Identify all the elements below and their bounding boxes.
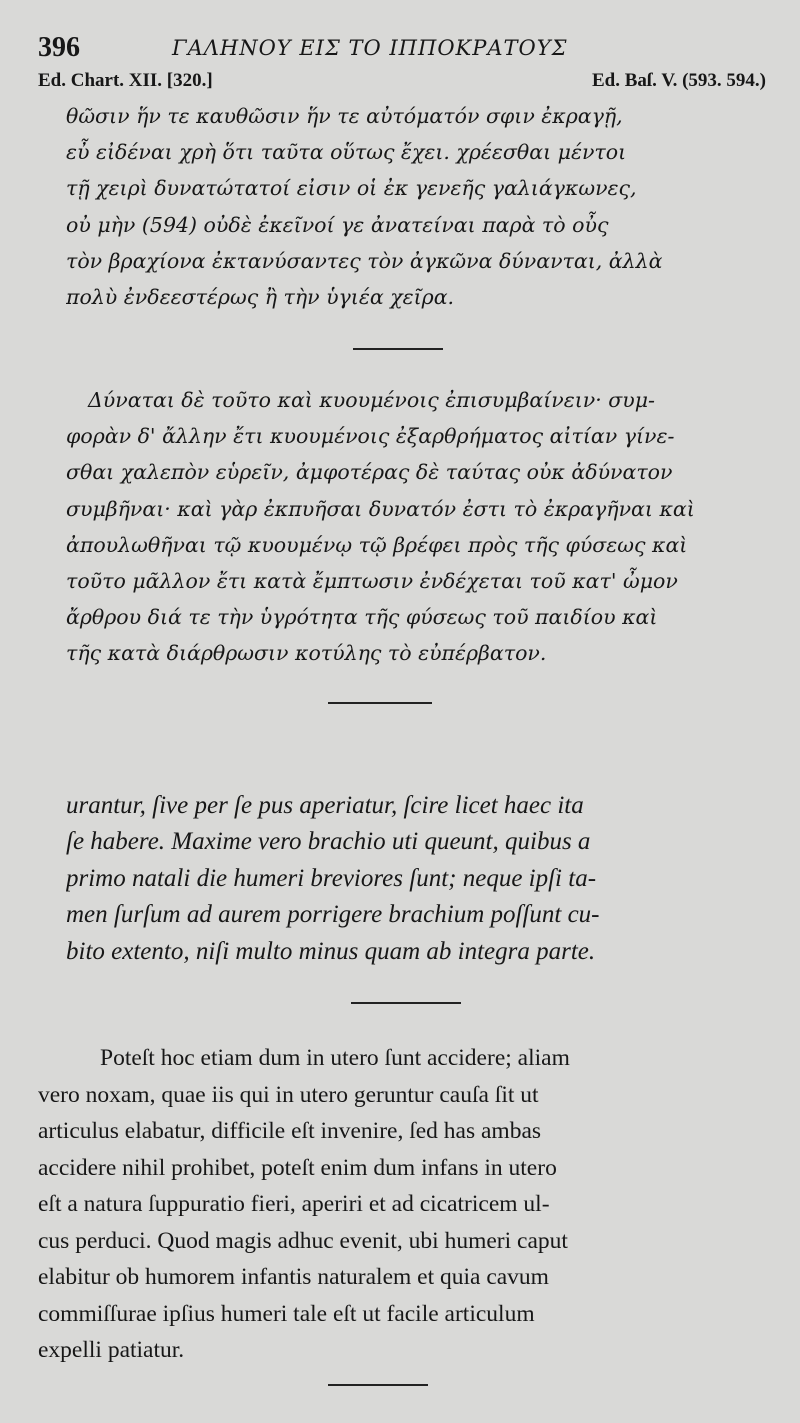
text-line: elabitur ob humorem infantis naturalem et quia cavum [38, 1264, 549, 1290]
text-line: eſt a natura ſuppuratio fieri, aperiri et ad cicatricem ul- [38, 1191, 550, 1217]
text-line: τοῦτο μᾶλλον ἔτι κατὰ ἔμπτωσιν ἐνδέχεται τοῦ κατ' ὦμον [66, 569, 678, 594]
text-line: πολὺ ἐνδεεστέρως ἢ τὴν ὑγιέα χεῖρα. [66, 285, 455, 310]
section-divider [351, 1002, 461, 1004]
text-line: primo natali die humeri breviores ſunt; neque ipſi ta- [66, 864, 597, 892]
text-line: ἄρθρου διά τε τὴν ὑγρότητα τῆς φύσεως τοῦ παιδίου καὶ [66, 605, 658, 630]
text-line: accidere nihil prohibet, poteſt enim dum infans in utero [38, 1154, 557, 1181]
text-line: ἀπουλωθῆναι τῷ κυουμένῳ τῷ βρέφει πρὸς τῆς φύσεως καὶ [66, 532, 688, 557]
running-title: ΓΑΛΗΝΟΥ ΕΙΣ ΤΟ ΙΠΠΟΚΡΑΤΟΥΣ [172, 36, 568, 60]
text-line: Δύναται δὲ τοῦτο καὶ κυουμένοις ἐπισυμβαίνειν· συμ- [88, 388, 655, 412]
text-line: articulus elabatur, difficile eſt invenire, ſed has ambas [38, 1118, 542, 1144]
text-line: σθαι χαλεπὸν εὑρεῖν, ἀμφοτέρας δὲ ταύτας οὐκ ἀδύνατον [66, 460, 673, 485]
text-line: bito extento, niſi multo minus quam ab integra parte. [66, 937, 596, 965]
greek-paragraph-1 [66, 98, 766, 315]
text-line: Poteſt hoc etiam dum in utero ſunt accidere; aliam [100, 1045, 570, 1071]
edition-references [38, 70, 766, 100]
latin-paragraph-1 [66, 788, 766, 970]
text-line: urantur, ſive per ſe pus aperiatur, ſcire licet haec ita [66, 792, 584, 819]
section-divider [328, 1384, 428, 1386]
text-line: τῆς κατὰ διάρθρωσιν κοτύλης τὸ εὐπέρβατον. [66, 641, 547, 666]
text-line: οὐ μὴν (594) οὐδὲ ἐκεῖνοί γε ἀνατείναι παρὰ τὸ οὖς [66, 212, 609, 237]
text-line: vero noxam, quae iis qui in utero geruntur cauſa ſit ut [38, 1081, 539, 1108]
section-divider [353, 348, 443, 350]
text-line: φορὰν δ' ἄλλην ἔτι κυουμένοις ἐξαρθρήματος αἰτίαν γίνε- [66, 424, 675, 449]
latin-paragraph-2 [38, 1040, 766, 1369]
section-divider [328, 702, 432, 704]
text-line: commiſſurae ipſius humeri tale eſt ut facile articulum [38, 1300, 535, 1327]
text-line: τῇ χειρὶ δυνατώτατοί εἰσιν οἱ ἐκ γενεῆς γαλιάγκωνες, [66, 176, 637, 201]
edition-chartier: Ed. Chart. XII. [320.] [38, 70, 213, 91]
page-header [38, 26, 766, 66]
text-line: expelli patiatur. [38, 1337, 185, 1363]
text-line: θῶσιν ἥν τε καυθῶσιν ἥν τε αὐτόματόν σφιν ἐκραγῇ, [66, 104, 623, 128]
text-line: τὸν βραχίονα ἐκτανύσαντες τὸν ἀγκῶνα δύνανται, ἀλλὰ [66, 248, 663, 273]
text-line: ſe habere. Maxime vero brachio uti queunt, quibus a [66, 828, 591, 856]
greek-paragraph-2 [66, 382, 766, 672]
text-line: cus perduci. Quod magis adhuc evenit, ubi humeri caput [38, 1227, 568, 1254]
text-line: men ſurſum ad aurem porrigere brachium poſſunt cu- [66, 901, 600, 929]
edition-basel: Ed. Baſ. V. (593. 594.) [591, 70, 766, 91]
text-line: συμβῆναι· καὶ γὰρ ἐκπυῆσαι δυνατόν ἐστι τὸ ἐκραγῆναι καὶ [66, 496, 695, 521]
page-number: 396 [38, 32, 80, 63]
text-line: εὖ εἰδέναι χρὴ ὅτι ταῦτα οὕτως ἔχει. χρέεσθαι μέντοι [66, 140, 627, 165]
